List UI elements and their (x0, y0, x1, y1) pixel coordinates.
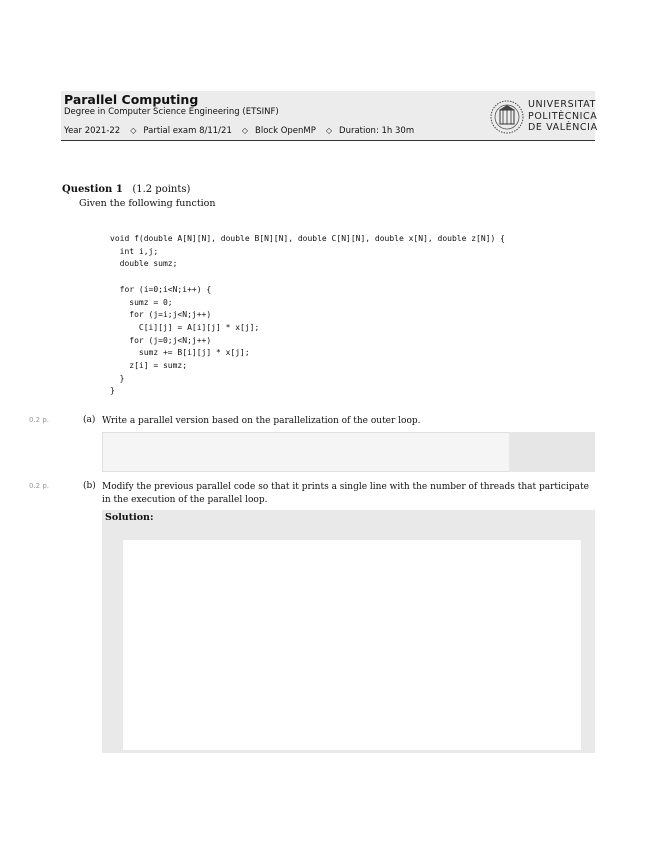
meta-separator: ◇ (325, 126, 333, 135)
logo-wordmark (528, 99, 598, 134)
meta-exam: Partial exam 8/11/21 (143, 126, 232, 136)
university-logo (489, 98, 597, 136)
points-tag: 0.2 p. (29, 482, 50, 490)
item-label: (a) (83, 415, 96, 425)
question-heading (62, 184, 190, 195)
meta-year: Year 2021-22 (64, 126, 121, 136)
meta-separator: ◇ (130, 126, 137, 135)
header-rule (61, 140, 595, 141)
exam-meta (64, 126, 414, 136)
logo-line: DE VALÈNCIA (528, 122, 598, 133)
meta-separator: ◇ (241, 126, 249, 135)
logo-line: UNIVERSITAT (528, 99, 597, 110)
item-label: (b) (83, 481, 96, 491)
solution-label: Solution: (105, 512, 154, 523)
item-text: Write a parallel version based on the parallelization of the outer loop. (102, 416, 421, 426)
item-text: Modify the previous parallel code so that it prints a single line with the number of threads that participate in the execution of the parallel loop. (102, 482, 589, 505)
points-tag: 0.2 p. (29, 416, 50, 424)
question-intro: Given the following function (79, 198, 216, 209)
university-seal-icon (489, 98, 525, 136)
question-number: Question 1 (62, 184, 123, 195)
question-points: (1.2 points) (132, 184, 191, 195)
course-title: Parallel Computing (64, 92, 199, 107)
answer-box-margin (509, 432, 595, 472)
degree-line: Degree in Computer Science Engineering (ETSINF) (64, 107, 279, 117)
solution-answer-area[interactable] (123, 540, 581, 750)
logo-line: POLITÈCNICA (528, 110, 598, 122)
meta-block: Block OpenMP (255, 126, 316, 136)
code-listing: void f(double A[N][N], double B[N][N], double C[N][N], double x[N], double z[N]) { int i,j; double sumz; for (i=0;i<N;i++) { sumz = 0; for (j=i;j<N;j++) C[i][j] = A[i][j] * x[j]; for (j=0;j<N;j++) sumz += B[i][j] * x[j]; z[i] = sumz; } } (110, 234, 505, 396)
meta-duration: Duration: 1h 30m (339, 126, 415, 136)
